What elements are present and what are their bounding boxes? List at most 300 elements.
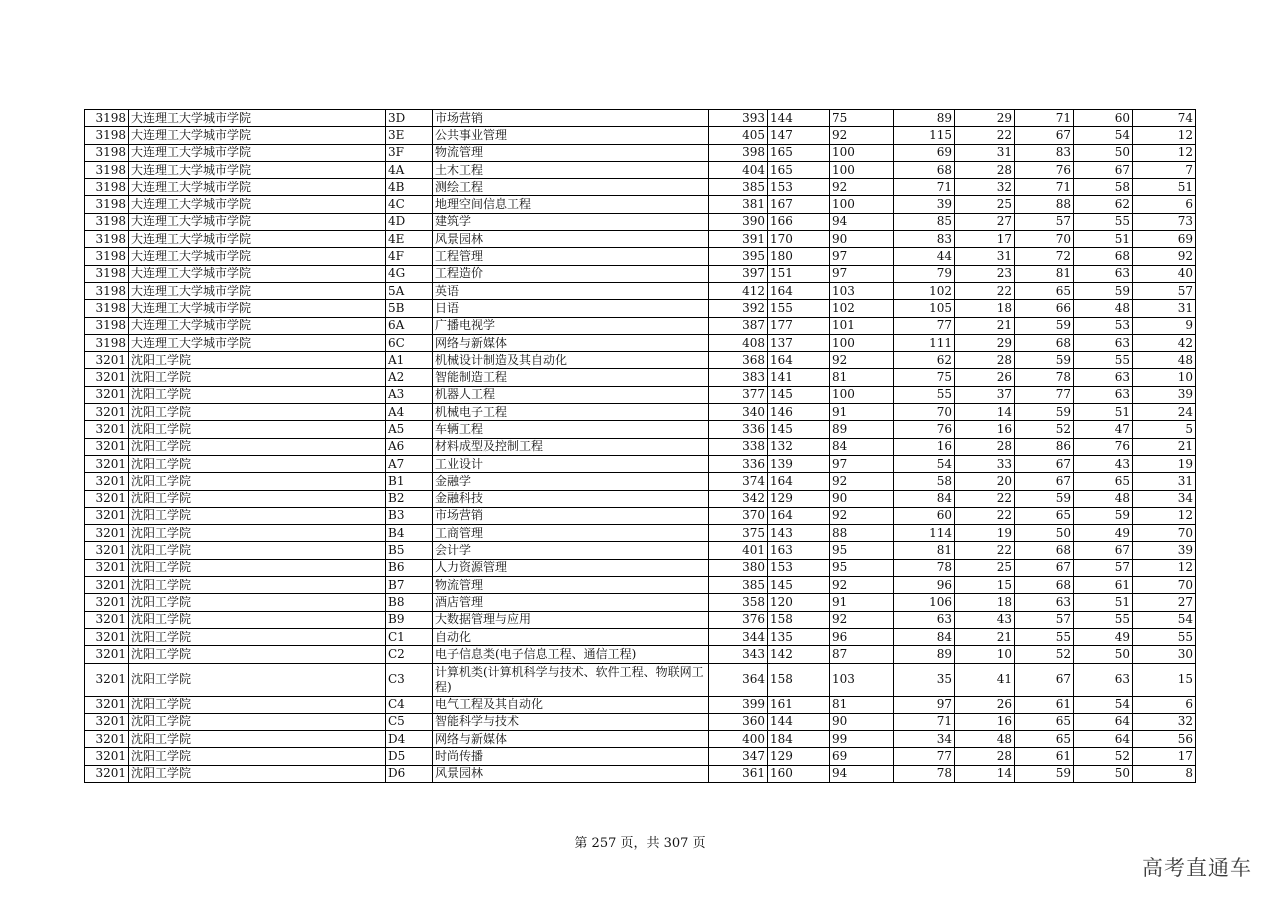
cell-c5: 70 xyxy=(1015,231,1074,248)
cell-c5: 61 xyxy=(1015,696,1074,713)
cell-c7: 31 xyxy=(1133,473,1196,490)
cell-c4: 22 xyxy=(955,507,1015,524)
cell-c2: 103 xyxy=(830,282,894,299)
cell-major-code: 5B xyxy=(386,300,433,317)
cell-c5: 67 xyxy=(1015,455,1074,472)
cell-school-code: 3201 xyxy=(85,490,129,507)
cell-c4: 22 xyxy=(955,490,1015,507)
cell-score: 383 xyxy=(709,369,768,386)
cell-school-code: 3201 xyxy=(85,369,129,386)
cell-c2: 91 xyxy=(830,404,894,421)
cell-major-code: 3F xyxy=(386,144,433,161)
table-row xyxy=(85,731,1196,748)
cell-c1: 164 xyxy=(768,282,830,299)
cell-c4: 29 xyxy=(955,334,1015,351)
cell-school-code: 3201 xyxy=(85,507,129,524)
cell-c6: 57 xyxy=(1074,559,1133,576)
cell-c4: 21 xyxy=(955,628,1015,645)
cell-score: 398 xyxy=(709,144,768,161)
cell-c2: 97 xyxy=(830,455,894,472)
cell-major-name: 人力资源管理 xyxy=(433,559,709,576)
cell-c5: 83 xyxy=(1015,144,1074,161)
cell-c4: 15 xyxy=(955,577,1015,594)
cell-school-name: 沈阳工学院 xyxy=(129,369,386,386)
cell-school-code: 3198 xyxy=(85,161,129,178)
cell-c5: 71 xyxy=(1015,179,1074,196)
cell-c2: 81 xyxy=(830,696,894,713)
cell-major-name: 网络与新媒体 xyxy=(433,731,709,748)
cell-c2: 92 xyxy=(830,352,894,369)
cell-c5: 65 xyxy=(1015,713,1074,730)
cell-school-name: 沈阳工学院 xyxy=(129,628,386,645)
cell-c1: 147 xyxy=(768,127,830,144)
cell-c2: 97 xyxy=(830,265,894,282)
cell-school-code: 3198 xyxy=(85,282,129,299)
cell-c4: 17 xyxy=(955,231,1015,248)
cell-major-code: C3 xyxy=(386,663,433,696)
cell-school-code: 3198 xyxy=(85,248,129,265)
table-row xyxy=(85,248,1196,265)
cell-school-name: 沈阳工学院 xyxy=(129,490,386,507)
cell-c5: 67 xyxy=(1015,473,1074,490)
cell-school-code: 3201 xyxy=(85,594,129,611)
cell-school-code: 3198 xyxy=(85,334,129,351)
cell-major-code: B3 xyxy=(386,507,433,524)
page-footer: 第 257 页，共 307 页 xyxy=(574,836,706,851)
cell-c6: 51 xyxy=(1074,231,1133,248)
cell-score: 380 xyxy=(709,559,768,576)
cell-c1: 158 xyxy=(768,663,830,696)
cell-c7: 8 xyxy=(1133,765,1196,782)
cell-c6: 55 xyxy=(1074,213,1133,230)
cell-c4: 16 xyxy=(955,421,1015,438)
cell-school-code: 3201 xyxy=(85,577,129,594)
cell-school-name: 沈阳工学院 xyxy=(129,421,386,438)
cell-c3: 44 xyxy=(894,248,955,265)
cell-score: 358 xyxy=(709,594,768,611)
cell-c3: 35 xyxy=(894,663,955,696)
table-row xyxy=(85,300,1196,317)
cell-major-code: 6A xyxy=(386,317,433,334)
cell-c5: 76 xyxy=(1015,161,1074,178)
cell-c2: 75 xyxy=(830,110,894,127)
cell-c4: 25 xyxy=(955,559,1015,576)
cell-major-name: 物流管理 xyxy=(433,144,709,161)
table-row xyxy=(85,542,1196,559)
cell-c1: 165 xyxy=(768,144,830,161)
cell-c1: 160 xyxy=(768,765,830,782)
cell-c3: 89 xyxy=(894,110,955,127)
cell-major-name: 风景园林 xyxy=(433,765,709,782)
cell-c3: 75 xyxy=(894,369,955,386)
table-row xyxy=(85,663,1196,696)
cell-c4: 28 xyxy=(955,438,1015,455)
table-row xyxy=(85,765,1196,782)
table-row xyxy=(85,507,1196,524)
cell-school-code: 3201 xyxy=(85,748,129,765)
cell-school-code: 3201 xyxy=(85,352,129,369)
cell-school-code: 3198 xyxy=(85,317,129,334)
table-row xyxy=(85,421,1196,438)
cell-c3: 79 xyxy=(894,265,955,282)
cell-major-name: 智能科学与技术 xyxy=(433,713,709,730)
cell-c7: 73 xyxy=(1133,213,1196,230)
cell-score: 399 xyxy=(709,696,768,713)
table-row xyxy=(85,646,1196,663)
cell-c6: 63 xyxy=(1074,369,1133,386)
cell-c4: 10 xyxy=(955,646,1015,663)
cell-school-name: 大连理工大学城市学院 xyxy=(129,248,386,265)
cell-c2: 90 xyxy=(830,231,894,248)
cell-score: 408 xyxy=(709,334,768,351)
cell-c1: 145 xyxy=(768,577,830,594)
cell-c2: 90 xyxy=(830,713,894,730)
table-row xyxy=(85,404,1196,421)
cell-c7: 39 xyxy=(1133,542,1196,559)
table-row xyxy=(85,334,1196,351)
cell-c3: 71 xyxy=(894,179,955,196)
cell-c4: 28 xyxy=(955,352,1015,369)
cell-school-name: 大连理工大学城市学院 xyxy=(129,179,386,196)
cell-c7: 12 xyxy=(1133,507,1196,524)
cell-c5: 59 xyxy=(1015,765,1074,782)
cell-c1: 166 xyxy=(768,213,830,230)
cell-major-code: C2 xyxy=(386,646,433,663)
cell-c4: 20 xyxy=(955,473,1015,490)
cell-score: 412 xyxy=(709,282,768,299)
cell-major-code: A3 xyxy=(386,386,433,403)
cell-score: 405 xyxy=(709,127,768,144)
cell-c5: 55 xyxy=(1015,628,1074,645)
cell-major-name: 英语 xyxy=(433,282,709,299)
cell-c2: 103 xyxy=(830,663,894,696)
cell-major-name: 地理空间信息工程 xyxy=(433,196,709,213)
cell-score: 395 xyxy=(709,248,768,265)
cell-c4: 43 xyxy=(955,611,1015,628)
cell-c4: 31 xyxy=(955,144,1015,161)
cell-c4: 19 xyxy=(955,525,1015,542)
cell-major-code: B9 xyxy=(386,611,433,628)
cell-school-name: 沈阳工学院 xyxy=(129,713,386,730)
cell-c7: 17 xyxy=(1133,748,1196,765)
cell-c7: 74 xyxy=(1133,110,1196,127)
cell-major-code: A5 xyxy=(386,421,433,438)
cell-c5: 50 xyxy=(1015,525,1074,542)
cell-c4: 48 xyxy=(955,731,1015,748)
cell-score: 391 xyxy=(709,231,768,248)
cell-major-name: 土木工程 xyxy=(433,161,709,178)
table-row xyxy=(85,713,1196,730)
cell-school-code: 3198 xyxy=(85,265,129,282)
cell-c1: 129 xyxy=(768,748,830,765)
cell-school-name: 沈阳工学院 xyxy=(129,696,386,713)
cell-c1: 135 xyxy=(768,628,830,645)
cell-score: 336 xyxy=(709,455,768,472)
cell-c7: 5 xyxy=(1133,421,1196,438)
cell-c4: 16 xyxy=(955,713,1015,730)
cell-score: 393 xyxy=(709,110,768,127)
cell-major-code: A2 xyxy=(386,369,433,386)
cell-c1: 129 xyxy=(768,490,830,507)
cell-major-code: D5 xyxy=(386,748,433,765)
cell-c6: 54 xyxy=(1074,127,1133,144)
cell-c6: 50 xyxy=(1074,646,1133,663)
cell-c1: 158 xyxy=(768,611,830,628)
cell-c6: 59 xyxy=(1074,282,1133,299)
table-row xyxy=(85,265,1196,282)
cell-c5: 65 xyxy=(1015,507,1074,524)
table-row xyxy=(85,577,1196,594)
cell-c1: 167 xyxy=(768,196,830,213)
cell-c4: 22 xyxy=(955,542,1015,559)
table-row xyxy=(85,179,1196,196)
cell-c2: 84 xyxy=(830,438,894,455)
table-row xyxy=(85,144,1196,161)
cell-c6: 50 xyxy=(1074,765,1133,782)
cell-school-name: 大连理工大学城市学院 xyxy=(129,110,386,127)
cell-c2: 102 xyxy=(830,300,894,317)
cell-c7: 15 xyxy=(1133,663,1196,696)
cell-c7: 6 xyxy=(1133,696,1196,713)
cell-major-name: 工商管理 xyxy=(433,525,709,542)
cell-major-name: 计算机类(计算机科学与技术、软件工程、物联网工程) xyxy=(433,663,709,696)
cell-c7: 48 xyxy=(1133,352,1196,369)
cell-school-code: 3201 xyxy=(85,646,129,663)
cell-c7: 31 xyxy=(1133,300,1196,317)
cell-c2: 99 xyxy=(830,731,894,748)
cell-c3: 111 xyxy=(894,334,955,351)
cell-score: 361 xyxy=(709,765,768,782)
cell-c7: 55 xyxy=(1133,628,1196,645)
cell-c4: 14 xyxy=(955,765,1015,782)
data-table xyxy=(84,109,1196,783)
cell-c4: 18 xyxy=(955,300,1015,317)
table-row xyxy=(85,594,1196,611)
cell-score: 385 xyxy=(709,577,768,594)
cell-c6: 52 xyxy=(1074,748,1133,765)
cell-c6: 64 xyxy=(1074,713,1133,730)
cell-school-name: 沈阳工学院 xyxy=(129,594,386,611)
cell-c3: 39 xyxy=(894,196,955,213)
cell-school-code: 3201 xyxy=(85,404,129,421)
cell-major-code: 6C xyxy=(386,334,433,351)
cell-c4: 33 xyxy=(955,455,1015,472)
table-row xyxy=(85,490,1196,507)
cell-c4: 26 xyxy=(955,369,1015,386)
cell-major-code: B4 xyxy=(386,525,433,542)
cell-c2: 91 xyxy=(830,594,894,611)
cell-major-name: 建筑学 xyxy=(433,213,709,230)
cell-c1: 164 xyxy=(768,352,830,369)
cell-c4: 26 xyxy=(955,696,1015,713)
cell-major-code: D4 xyxy=(386,731,433,748)
cell-c1: 170 xyxy=(768,231,830,248)
cell-major-name: 酒店管理 xyxy=(433,594,709,611)
cell-school-name: 沈阳工学院 xyxy=(129,404,386,421)
cell-school-code: 3201 xyxy=(85,628,129,645)
cell-major-code: A1 xyxy=(386,352,433,369)
cell-c6: 59 xyxy=(1074,507,1133,524)
cell-major-code: 3D xyxy=(386,110,433,127)
cell-score: 385 xyxy=(709,179,768,196)
cell-school-name: 沈阳工学院 xyxy=(129,525,386,542)
cell-major-name: 机械设计制造及其自动化 xyxy=(433,352,709,369)
cell-major-code: 5A xyxy=(386,282,433,299)
cell-major-name: 智能制造工程 xyxy=(433,369,709,386)
cell-major-code: A4 xyxy=(386,404,433,421)
cell-school-name: 大连理工大学城市学院 xyxy=(129,334,386,351)
cell-c5: 81 xyxy=(1015,265,1074,282)
cell-c1: 146 xyxy=(768,404,830,421)
cell-c6: 63 xyxy=(1074,334,1133,351)
cell-major-name: 测绘工程 xyxy=(433,179,709,196)
cell-c2: 87 xyxy=(830,646,894,663)
cell-c2: 92 xyxy=(830,577,894,594)
cell-c5: 57 xyxy=(1015,213,1074,230)
cell-c6: 48 xyxy=(1074,300,1133,317)
cell-score: 390 xyxy=(709,213,768,230)
cell-school-code: 3201 xyxy=(85,525,129,542)
cell-c1: 165 xyxy=(768,161,830,178)
cell-c6: 67 xyxy=(1074,161,1133,178)
cell-c7: 7 xyxy=(1133,161,1196,178)
cell-score: 360 xyxy=(709,713,768,730)
cell-school-name: 沈阳工学院 xyxy=(129,438,386,455)
table-row xyxy=(85,611,1196,628)
cell-major-code: D6 xyxy=(386,765,433,782)
cell-major-name: 物流管理 xyxy=(433,577,709,594)
cell-c5: 59 xyxy=(1015,352,1074,369)
table-row xyxy=(85,317,1196,334)
cell-c1: 144 xyxy=(768,713,830,730)
cell-c1: 164 xyxy=(768,473,830,490)
cell-c4: 18 xyxy=(955,594,1015,611)
cell-major-code: 4G xyxy=(386,265,433,282)
cell-c1: 144 xyxy=(768,110,830,127)
cell-school-name: 大连理工大学城市学院 xyxy=(129,161,386,178)
cell-school-code: 3198 xyxy=(85,196,129,213)
cell-c5: 68 xyxy=(1015,542,1074,559)
cell-c2: 81 xyxy=(830,369,894,386)
cell-c1: 145 xyxy=(768,421,830,438)
cell-c6: 54 xyxy=(1074,696,1133,713)
cell-c6: 63 xyxy=(1074,386,1133,403)
cell-c7: 40 xyxy=(1133,265,1196,282)
cell-school-name: 大连理工大学城市学院 xyxy=(129,282,386,299)
cell-major-name: 工程管理 xyxy=(433,248,709,265)
cell-c5: 65 xyxy=(1015,282,1074,299)
cell-major-code: B7 xyxy=(386,577,433,594)
cell-school-code: 3201 xyxy=(85,611,129,628)
cell-school-code: 3198 xyxy=(85,231,129,248)
cell-major-code: C5 xyxy=(386,713,433,730)
cell-c1: 120 xyxy=(768,594,830,611)
cell-c3: 63 xyxy=(894,611,955,628)
cell-school-name: 沈阳工学院 xyxy=(129,352,386,369)
cell-c3: 78 xyxy=(894,559,955,576)
cell-c6: 60 xyxy=(1074,110,1133,127)
cell-c3: 83 xyxy=(894,231,955,248)
cell-c2: 100 xyxy=(830,196,894,213)
cell-c3: 115 xyxy=(894,127,955,144)
cell-major-name: 电子信息类(电子信息工程、通信工程) xyxy=(433,646,709,663)
cell-school-name: 沈阳工学院 xyxy=(129,559,386,576)
table-row xyxy=(85,696,1196,713)
cell-c5: 72 xyxy=(1015,248,1074,265)
cell-c2: 95 xyxy=(830,542,894,559)
cell-c3: 78 xyxy=(894,765,955,782)
table-row xyxy=(85,282,1196,299)
table-row xyxy=(85,438,1196,455)
cell-c1: 132 xyxy=(768,438,830,455)
cell-c6: 55 xyxy=(1074,352,1133,369)
cell-major-name: 工业设计 xyxy=(433,455,709,472)
table-row xyxy=(85,127,1196,144)
table-row xyxy=(85,455,1196,472)
cell-major-code: B1 xyxy=(386,473,433,490)
cell-major-name: 日语 xyxy=(433,300,709,317)
cell-school-name: 大连理工大学城市学院 xyxy=(129,265,386,282)
cell-score: 364 xyxy=(709,663,768,696)
cell-c2: 95 xyxy=(830,559,894,576)
cell-c3: 89 xyxy=(894,646,955,663)
cell-c2: 94 xyxy=(830,213,894,230)
cell-c4: 28 xyxy=(955,161,1015,178)
cell-score: 340 xyxy=(709,404,768,421)
cell-c5: 59 xyxy=(1015,490,1074,507)
cell-school-name: 沈阳工学院 xyxy=(129,577,386,594)
cell-c7: 9 xyxy=(1133,317,1196,334)
cell-school-code: 3198 xyxy=(85,179,129,196)
cell-c5: 52 xyxy=(1015,646,1074,663)
watermark: 高考直通车 xyxy=(1142,856,1252,880)
cell-school-code: 3201 xyxy=(85,696,129,713)
cell-c2: 92 xyxy=(830,611,894,628)
cell-c1: 139 xyxy=(768,455,830,472)
cell-score: 342 xyxy=(709,490,768,507)
cell-c2: 97 xyxy=(830,248,894,265)
cell-c3: 97 xyxy=(894,696,955,713)
cell-major-name: 材料成型及控制工程 xyxy=(433,438,709,455)
cell-c5: 66 xyxy=(1015,300,1074,317)
cell-c4: 25 xyxy=(955,196,1015,213)
cell-c5: 57 xyxy=(1015,611,1074,628)
cell-score: 368 xyxy=(709,352,768,369)
cell-c3: 105 xyxy=(894,300,955,317)
cell-c7: 27 xyxy=(1133,594,1196,611)
cell-c6: 47 xyxy=(1074,421,1133,438)
cell-major-code: 4A xyxy=(386,161,433,178)
table-row xyxy=(85,386,1196,403)
cell-c7: 12 xyxy=(1133,559,1196,576)
table-row xyxy=(85,110,1196,127)
cell-school-name: 沈阳工学院 xyxy=(129,646,386,663)
cell-c7: 42 xyxy=(1133,334,1196,351)
cell-school-name: 大连理工大学城市学院 xyxy=(129,196,386,213)
cell-c7: 24 xyxy=(1133,404,1196,421)
cell-c3: 114 xyxy=(894,525,955,542)
cell-major-name: 自动化 xyxy=(433,628,709,645)
cell-c5: 77 xyxy=(1015,386,1074,403)
table-row xyxy=(85,352,1196,369)
cell-c6: 65 xyxy=(1074,473,1133,490)
cell-major-name: 机械电子工程 xyxy=(433,404,709,421)
cell-score: 336 xyxy=(709,421,768,438)
cell-c3: 34 xyxy=(894,731,955,748)
cell-school-name: 沈阳工学院 xyxy=(129,748,386,765)
cell-school-name: 沈阳工学院 xyxy=(129,542,386,559)
cell-major-code: C4 xyxy=(386,696,433,713)
